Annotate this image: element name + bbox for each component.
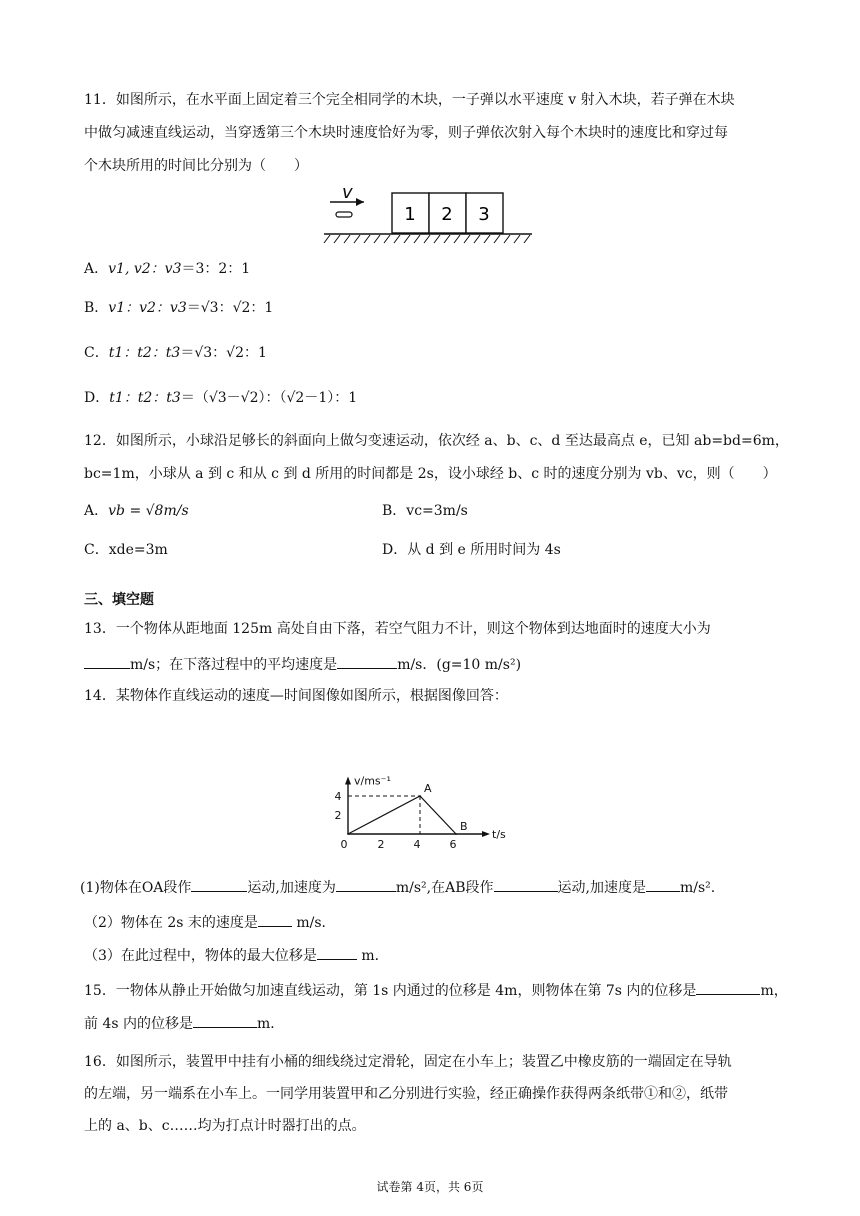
q11-option-a[interactable]: A．v1, v2：v3＝3：2：1 — [84, 261, 251, 277]
q13-blank-1[interactable] — [84, 654, 130, 669]
q15-blank-7th-second[interactable] — [696, 980, 760, 995]
series-line — [348, 796, 456, 834]
point-label-b: B — [460, 820, 468, 833]
q14-sub1: (1)物体在OA段作 运动,加速度为 m/s²,在AB段作 运动,加速度是 m/s². — [80, 877, 715, 898]
block-1-label: 1 — [404, 204, 416, 225]
y-tick-label: 2 — [334, 809, 342, 822]
bullet-icon — [336, 212, 352, 217]
q14-blank-oa-accel[interactable] — [336, 877, 396, 892]
vt-chart — [318, 730, 518, 850]
q11-blocks-figure — [320, 180, 540, 244]
x-tick-label: 2 — [377, 838, 385, 850]
q14-sub2: （2）物体在 2s 末的速度是 m/s． — [84, 912, 336, 933]
q16-stem-line3: 上的 a、b、c……均为打点计时器打出的点。 — [84, 1118, 366, 1134]
y-axis-label: v/ms⁻¹ — [354, 774, 391, 788]
q14-blank-2s-velocity[interactable] — [258, 912, 292, 927]
q11-option-c[interactable]: C．t1：t2：t3＝√3：√2：1 — [84, 345, 267, 361]
q16-stem-line1: 16．如图所示，装置甲中挂有小桶的细线绕过定滑轮，固定在小车上；装置乙中橡皮筋的一端固定在导轨 — [84, 1054, 732, 1070]
q11-stem-line2: 中做匀减速直线运动，当穿透第三个木块时速度恰好为零，则子弹依次射入每个木块时的速度比和穿过每 — [84, 125, 728, 141]
q12-stem-line1: 12．如图所示，小球沿足够长的斜面向上做匀变速运动，依次经 a、b、c、d 至达最高点 e，已知 ab=bd=6m， — [84, 433, 789, 449]
section-title: 三、填空题 — [84, 592, 154, 608]
q14-blank-ab-accel[interactable] — [646, 877, 680, 892]
q15-stem-line2: 前 4s 内的位移是 m． — [84, 1013, 284, 1034]
q14-blank-oa-motion[interactable] — [191, 877, 247, 892]
q11-option-b[interactable]: B．v1：v2：v3＝√3：√2：1 — [84, 300, 274, 316]
page-footer: 试卷第 4页，共 6页 — [376, 1180, 484, 1194]
q14-blank-max-displacement[interactable] — [317, 945, 357, 960]
q14-stem: 14．某物体作直线运动的速度—时间图像如图所示，根据图像回答： — [84, 688, 508, 704]
q14-blank-ab-motion[interactable] — [494, 877, 558, 892]
q11-option-d[interactable]: D．t1：t2：t3＝（√3－√2）：（√2－1）：1 — [84, 390, 358, 406]
q12-option-d[interactable]: D．从 d 到 e 所用时间为 4s — [382, 542, 561, 558]
block-2-label: 2 — [441, 204, 453, 225]
velocity-arrow-icon — [356, 198, 364, 206]
q11-stem-line3: 个木块所用的时间比分别为（ ） — [84, 158, 308, 174]
q16-stem-line2: 的左端，另一端系在小车上。一同学用装置甲和乙分别进行实验，经正确操作获得两条纸带①和②，纸带 — [84, 1086, 728, 1102]
q13-stem-line1: 13．一个物体从距地面 125m 高处自由下落，若空气阻力不计，则这个物体到达地面时的速度大小为 — [84, 621, 711, 637]
q13-stem-line2: m/s；在下落过程中的平均速度是 m/s．(g=10 m/s²) — [84, 654, 521, 675]
x-tick-label: 0 — [340, 838, 348, 850]
x-tick-label: 6 — [449, 838, 457, 850]
q13-blank-2[interactable] — [337, 654, 397, 669]
q12-stem-line2: bc=1m，小球从 a 到 c 和从 c 到 d 所用的时间都是 2s，设小球经 b、c 时的速度分别为 vb、vc，则（ ） — [84, 466, 777, 482]
q12-option-a[interactable]: A．vb = √8m/s — [84, 503, 189, 519]
velocity-label: v — [342, 182, 353, 203]
x-axis-arrow-icon — [482, 831, 490, 837]
ground-hatching — [324, 235, 530, 243]
x-axis-label: t/s — [492, 828, 506, 841]
q11-stem-line1: 11．如图所示，在水平面上固定着三个完全相同学的木块，一子弹以水平速度 v 射入木块，若子弹在木块 — [84, 92, 735, 108]
q14-sub3: （3）在此过程中，物体的最大位移是 m． — [84, 945, 389, 966]
q12-option-b[interactable]: B．vc=3m/s — [382, 503, 468, 519]
data-point — [347, 833, 349, 835]
y-tick-label: 4 — [334, 790, 342, 803]
point-label-a: A — [424, 782, 432, 795]
data-point — [455, 833, 457, 835]
y-axis-arrow-icon — [345, 777, 351, 785]
x-tick-label: 4 — [413, 838, 421, 850]
q12-option-c[interactable]: C．xde=3m — [84, 542, 168, 558]
block-3-label: 3 — [478, 204, 490, 225]
q15-blank-first-4s[interactable] — [193, 1013, 257, 1028]
q15-stem-line1: 15．一物体从静止开始做匀加速直线运动，第 1s 内通过的位移是 4m，则物体在第 7s 内的位移是 m， — [84, 980, 788, 1001]
